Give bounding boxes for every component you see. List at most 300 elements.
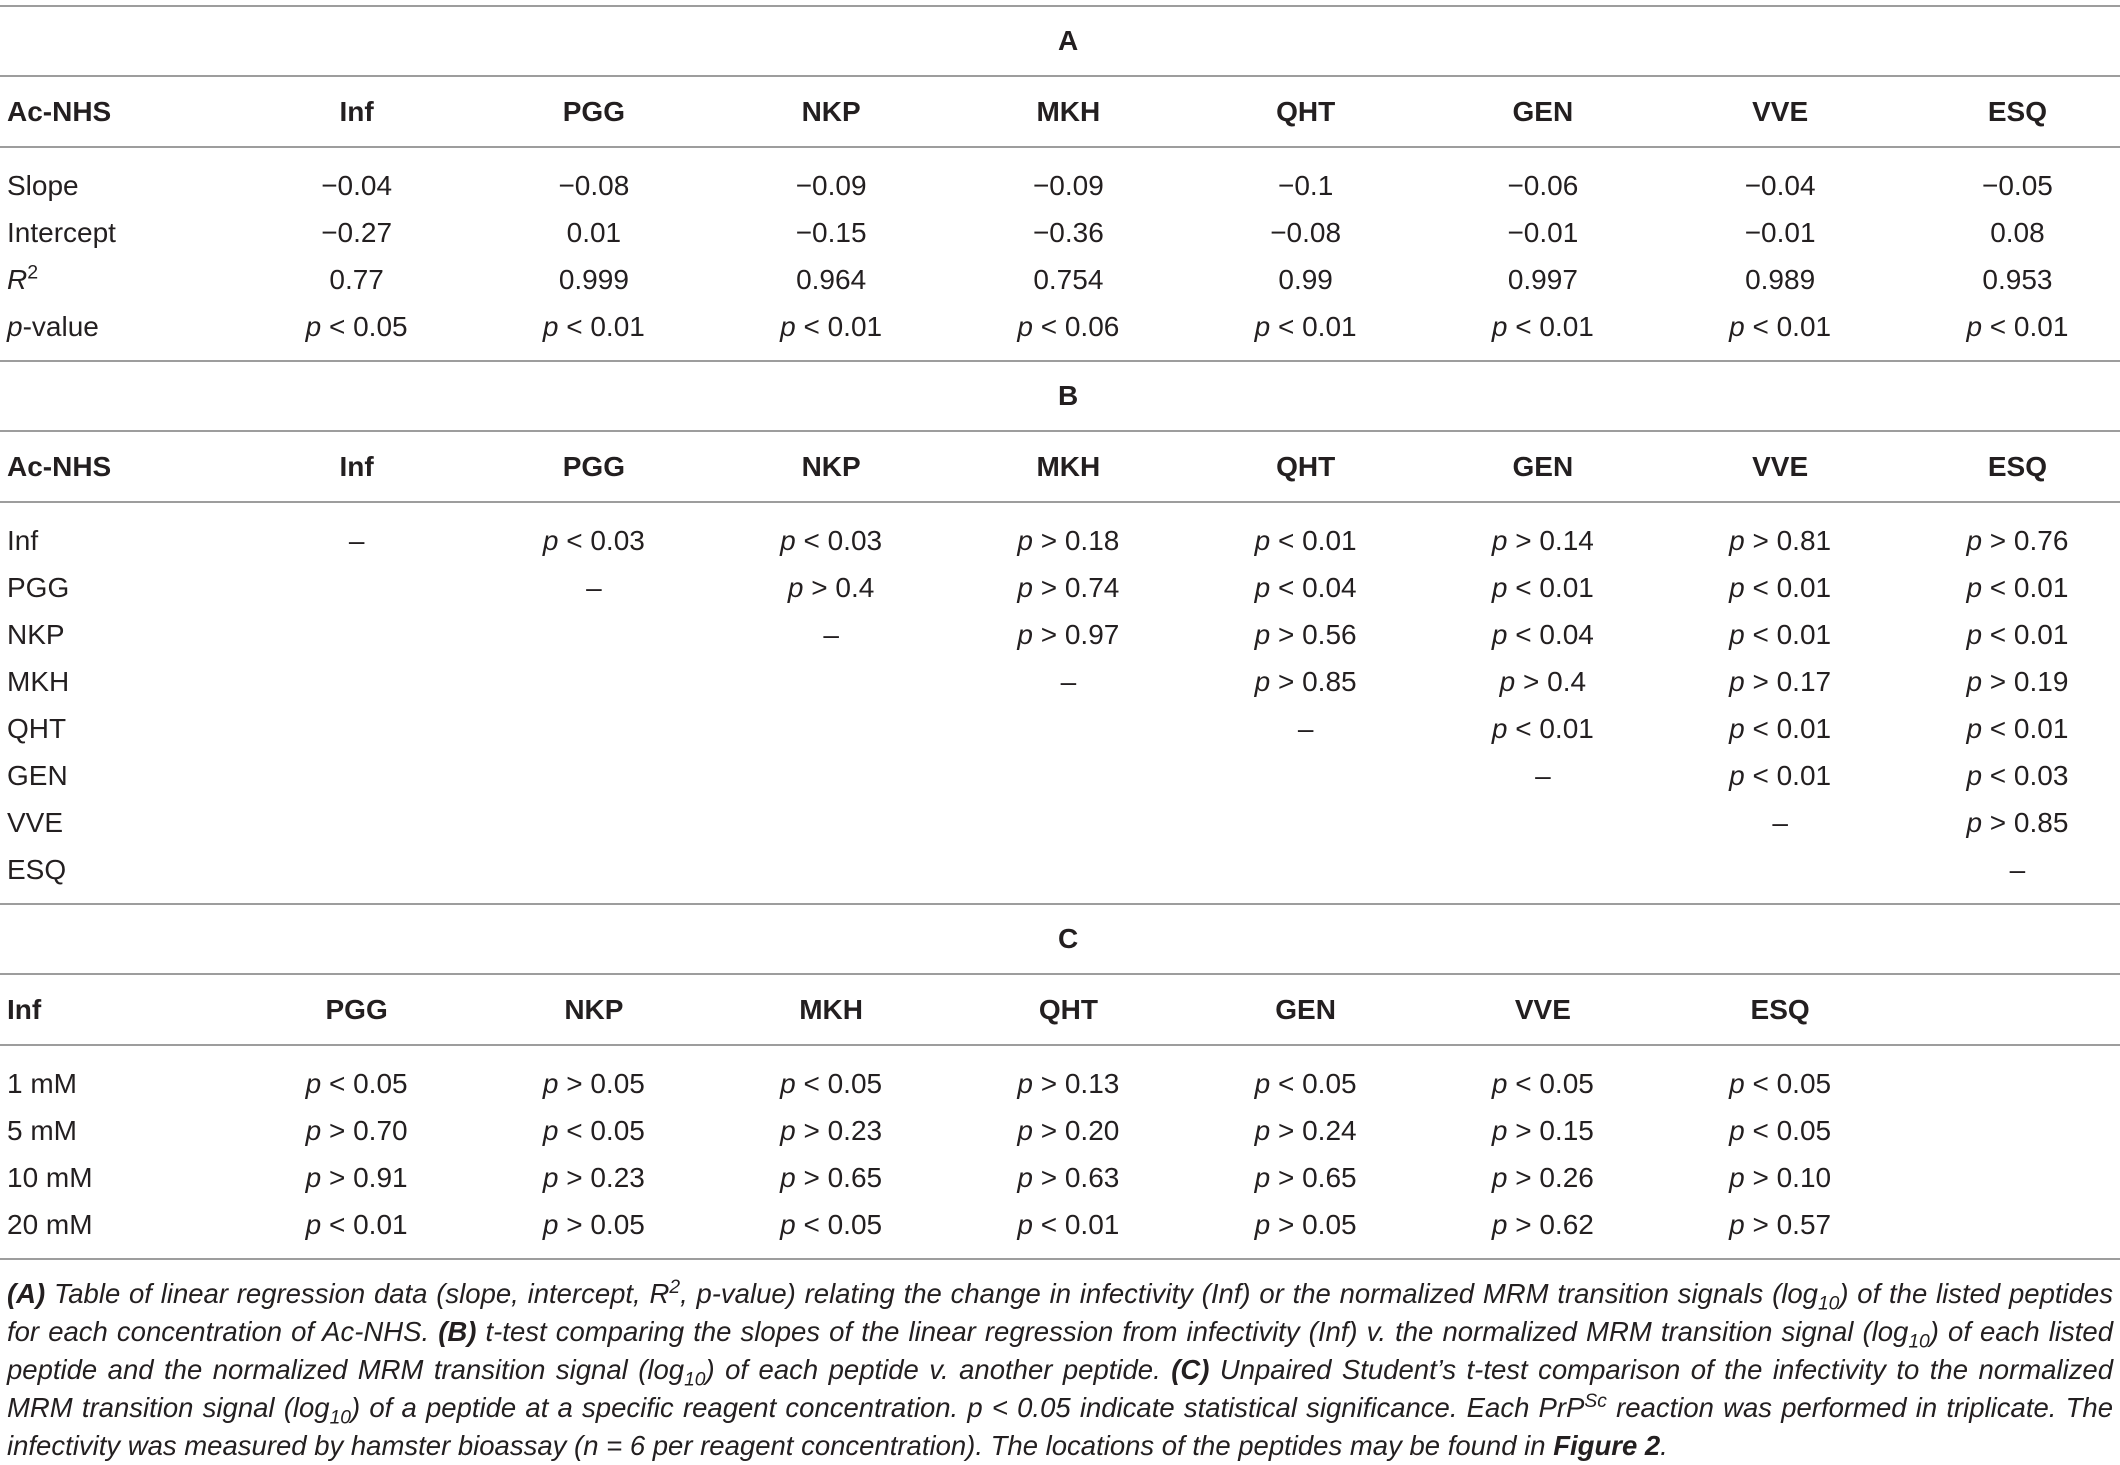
p-symbol: p — [780, 1114, 796, 1146]
p-comparison: < 0.05 — [558, 1114, 645, 1146]
p-symbol: p — [1729, 618, 1745, 650]
table-cell — [713, 1154, 950, 1201]
table-cell — [1424, 705, 1661, 752]
table-cell — [1187, 564, 1424, 611]
section-a-title-row — [0, 6, 2120, 76]
table-cell — [475, 1154, 712, 1201]
p-symbol: p — [1966, 806, 1983, 838]
p-comparison: < 0.05 — [1507, 1067, 1594, 1099]
row-label — [0, 303, 238, 361]
table-cell — [1899, 502, 2120, 564]
table-cell — [1899, 752, 2120, 799]
p-comparison: < 0.03 — [795, 524, 883, 556]
table-cell: −0.36 — [1032, 216, 1104, 248]
column-header: Ac-NHS — [0, 76, 238, 147]
table-cell — [1662, 1045, 1899, 1107]
row-label — [0, 256, 238, 303]
p-symbol: p — [1966, 759, 1983, 791]
p-symbol: p — [1491, 618, 1508, 650]
table-cell — [238, 1201, 475, 1259]
p-symbol: p — [542, 1114, 559, 1146]
table-cell — [238, 564, 475, 611]
table-cell — [1662, 611, 1899, 658]
column-header: QHT — [1187, 76, 1424, 147]
table-cell: −0.27 — [321, 216, 393, 248]
p-symbol: p — [305, 1114, 322, 1146]
table-cell — [1187, 502, 1424, 564]
table-row — [0, 1045, 2120, 1107]
p-comparison: < 0.01 — [558, 310, 645, 342]
table-cell — [1662, 303, 1899, 361]
table-cell — [238, 1154, 475, 1201]
p-symbol: p — [305, 1067, 322, 1099]
p-symbol: p — [1499, 665, 1516, 697]
p-symbol: p — [1017, 310, 1033, 342]
p-comparison: < 0.01 — [1982, 310, 2069, 342]
table-cell: – — [823, 618, 839, 650]
p-symbol: p — [1254, 1067, 1271, 1099]
table-cell — [950, 846, 1187, 904]
table-cell: – — [1899, 846, 2120, 904]
table-row — [0, 303, 2120, 361]
table-cell — [950, 611, 1187, 658]
table-cell: 0.99 — [1278, 263, 1333, 295]
column-header: GEN — [1424, 76, 1661, 147]
p-symbol: p — [1966, 524, 1983, 556]
column-header: MKH — [950, 76, 1187, 147]
table-cell — [1187, 846, 1424, 904]
p-symbol: p — [305, 310, 322, 342]
column-header: GEN — [1424, 431, 1661, 502]
table-cell — [713, 705, 950, 752]
caption-b-label: (B) — [438, 1316, 477, 1347]
table-cell — [475, 502, 712, 564]
p-symbol: p — [1966, 571, 1983, 603]
table-cell: −0.01 — [1744, 216, 1816, 248]
section-b-title-row — [0, 361, 2120, 431]
column-header: ESQ — [1899, 431, 2120, 502]
table-cell — [238, 611, 475, 658]
row-label: PGG — [7, 571, 70, 603]
p-comparison: < 0.01 — [1982, 712, 2069, 744]
row-label: Intercept — [7, 216, 116, 248]
row-label: ESQ — [0, 846, 238, 904]
p-symbol: p — [1966, 712, 1983, 744]
table-cell — [1662, 705, 1899, 752]
p-comparison: > 0.23 — [558, 1161, 645, 1193]
p-symbol: p — [1491, 1067, 1508, 1099]
column-header: ESQ — [1899, 76, 2120, 147]
caption-b-text-3: ) of each peptide v. another peptide. — [705, 1354, 1172, 1385]
table-cell — [1424, 564, 1661, 611]
table-cell — [950, 564, 1187, 611]
table-cell: −0.01 — [1507, 216, 1579, 248]
table-cell — [475, 752, 712, 799]
table-cell — [238, 303, 475, 361]
table-cell: 0.08 — [1990, 216, 2045, 248]
section-label: B — [0, 361, 2120, 431]
p-symbol: p — [1729, 1208, 1745, 1240]
table-cell — [475, 1045, 712, 1107]
p-symbol: p — [780, 1208, 796, 1240]
p-comparison: > 0.14 — [1507, 524, 1594, 556]
table-cell: 0.953 — [1982, 263, 2053, 295]
table-cell — [713, 799, 950, 846]
row-label: Inf — [7, 524, 39, 556]
table-row — [0, 256, 2120, 303]
table-cell — [1424, 846, 1661, 904]
p-symbol: p — [1017, 618, 1033, 650]
table-cell — [950, 1045, 1187, 1107]
p-comparison: > 0.91 — [321, 1161, 408, 1193]
table-cell — [1899, 1045, 2120, 1107]
table-cell — [475, 705, 712, 752]
p-comparison: < 0.01 — [1270, 524, 1357, 556]
caption-b-sub-1: 10 — [1908, 1331, 1930, 1353]
p-symbol: p — [542, 1067, 559, 1099]
table-row — [0, 658, 2120, 705]
p-comparison: < 0.01 — [1744, 310, 1832, 342]
table-cell — [950, 752, 1187, 799]
p-symbol: p — [1017, 524, 1033, 556]
p-symbol: p — [1254, 524, 1271, 556]
p-symbol: p — [1254, 665, 1271, 697]
row-label-sup: 2 — [27, 261, 39, 284]
table-cell — [1899, 1107, 2120, 1154]
caption-c-sub: 10 — [329, 1407, 351, 1429]
p-comparison: > 0.05 — [558, 1067, 645, 1099]
table-caption — [7, 1275, 2113, 1465]
table-cell — [1187, 303, 1424, 361]
p-comparison: > 0.10 — [1744, 1161, 1832, 1193]
p-comparison: > 0.20 — [1032, 1114, 1120, 1146]
p-comparison: < 0.01 — [1982, 571, 2069, 603]
table-cell — [1662, 752, 1899, 799]
p-comparison: < 0.05 — [795, 1067, 883, 1099]
table-cell — [1187, 752, 1424, 799]
p-symbol: p — [1729, 524, 1745, 556]
column-header — [1899, 974, 2120, 1045]
p-symbol: p — [542, 310, 559, 342]
p-symbol: p — [1491, 712, 1508, 744]
p-comparison: > 0.4 — [1515, 665, 1587, 697]
p-comparison: > 0.56 — [1270, 618, 1357, 650]
p-symbol: p — [1729, 1067, 1745, 1099]
table-cell — [1424, 502, 1661, 564]
caption-a-sub: 10 — [1817, 1293, 1840, 1315]
column-header: NKP — [475, 974, 712, 1045]
row-label-main: R — [7, 263, 28, 295]
p-symbol: p — [1729, 310, 1745, 342]
p-comparison: < 0.01 — [1032, 1208, 1120, 1240]
row-label: 20 mM — [0, 1201, 238, 1259]
p-symbol: p — [780, 1161, 796, 1193]
p-comparison: > 0.63 — [1032, 1161, 1120, 1193]
table-cell — [1899, 303, 2120, 361]
table-cell — [713, 846, 950, 904]
p-symbol: p — [1254, 571, 1271, 603]
table-cell — [713, 564, 950, 611]
table-cell: 0.997 — [1507, 263, 1578, 295]
table-row — [0, 799, 2120, 846]
p-symbol: p — [1491, 310, 1508, 342]
table-row — [0, 1201, 2120, 1259]
table-cell — [238, 752, 475, 799]
column-header: NKP — [713, 431, 950, 502]
table-cell: 0.01 — [566, 216, 622, 248]
table-cell — [950, 303, 1187, 361]
p-comparison: < 0.01 — [1507, 712, 1594, 744]
table-cell — [950, 1154, 1187, 1201]
table-cell — [475, 1201, 712, 1259]
column-header: Ac-NHS — [0, 431, 238, 502]
p-symbol: p — [1491, 1114, 1508, 1146]
p-comparison: > 0.24 — [1270, 1114, 1357, 1146]
column-header: QHT — [950, 974, 1187, 1045]
table-cell — [950, 1201, 1187, 1259]
row-label: Slope — [7, 169, 79, 201]
table-cell — [1424, 1201, 1661, 1259]
p-symbol: p — [1254, 618, 1271, 650]
table-cell: −0.05 — [1982, 169, 2053, 201]
caption-figure-ref: Figure 2 — [1553, 1430, 1661, 1461]
caption-a-text-1: Table of linear regression data (slope, intercept, R — [45, 1278, 670, 1309]
p-symbol: p — [1017, 1208, 1033, 1240]
p-symbol: p — [542, 1208, 559, 1240]
p-comparison: > 0.70 — [321, 1114, 408, 1146]
table-cell — [1424, 1045, 1661, 1107]
column-header: MKH — [950, 431, 1187, 502]
table-cell — [1899, 1201, 2120, 1259]
table-row — [0, 846, 2120, 904]
caption-a-sup: 2 — [669, 1276, 681, 1298]
p-symbol: p — [305, 1208, 322, 1240]
table-cell — [1187, 658, 1424, 705]
column-header: MKH — [713, 974, 950, 1045]
caption-b-text-2: ) of each listed peptide and the normalized MRM transition signal (log — [7, 1316, 2113, 1385]
table-row — [0, 705, 2120, 752]
table-cell: −0.08 — [1270, 216, 1342, 248]
column-header: VVE — [1662, 76, 1899, 147]
section-a-header-row — [0, 76, 2120, 147]
table-cell — [238, 658, 475, 705]
caption-c-label: (C) — [1171, 1354, 1210, 1385]
table-cell — [1662, 1201, 1899, 1259]
p-comparison: > 0.57 — [1744, 1208, 1832, 1240]
p-comparison: < 0.01 — [1744, 759, 1832, 791]
section-c-title-row — [0, 904, 2120, 974]
caption-c-text-2: ) of a peptide at a specific reagent concentration. p < 0.05 indicate statistical significance. Each PrP — [351, 1392, 1585, 1423]
p-comparison: < 0.05 — [1744, 1067, 1832, 1099]
p-symbol: p — [1017, 571, 1033, 603]
table-cell: – — [1772, 806, 1788, 838]
p-comparison: > 0.4 — [803, 571, 875, 603]
p-symbol: p — [305, 1161, 322, 1193]
table-cell: −0.15 — [795, 216, 867, 248]
table-cell — [1424, 611, 1661, 658]
caption-b-sub-2: 10 — [684, 1369, 706, 1391]
section-b-header-row — [0, 431, 2120, 502]
table-cell — [475, 303, 712, 361]
p-symbol: p — [1729, 571, 1745, 603]
caption-c-sup: Sc — [1584, 1390, 1607, 1412]
p-comparison: < 0.01 — [1507, 310, 1594, 342]
table-cell: – — [1060, 665, 1077, 697]
table-cell — [1424, 1154, 1661, 1201]
p-symbol: p — [1017, 1067, 1033, 1099]
column-header: PGG — [475, 76, 712, 147]
results-table — [0, 5, 2120, 1260]
p-comparison: < 0.03 — [1982, 759, 2069, 791]
table-cell — [1662, 658, 1899, 705]
p-symbol: p — [1491, 1161, 1508, 1193]
table-cell — [1899, 1154, 2120, 1201]
table-cell: – — [1535, 759, 1551, 791]
p-symbol: p — [1491, 1208, 1508, 1240]
p-comparison: > 0.62 — [1507, 1208, 1594, 1240]
p-symbol: p — [787, 571, 804, 603]
row-label: QHT — [7, 712, 67, 744]
table-cell — [1662, 1107, 1899, 1154]
table-cell: −0.09 — [1032, 169, 1104, 201]
table-row — [0, 502, 2120, 564]
p-comparison: > 0.76 — [1982, 524, 2069, 556]
p-comparison: < 0.01 — [1507, 571, 1594, 603]
table-cell — [1424, 1107, 1661, 1154]
table-cell — [713, 502, 950, 564]
table-cell — [713, 1201, 950, 1259]
p-comparison: < 0.05 — [1270, 1067, 1357, 1099]
caption-a-text-2: , p-value) relating the change in infectivity (Inf) or the normalized MRM transition signals (log — [680, 1278, 1818, 1309]
table-cell — [713, 752, 950, 799]
p-comparison: > 0.13 — [1032, 1067, 1120, 1099]
p-symbol: p — [1729, 712, 1745, 744]
row-label-rest: -value — [22, 310, 99, 342]
column-header: Inf — [238, 76, 475, 147]
p-comparison: < 0.05 — [795, 1208, 883, 1240]
row-label: NKP — [7, 618, 65, 650]
table-cell: 0.77 — [329, 263, 384, 295]
table-cell: −0.09 — [795, 169, 867, 201]
table-cell — [1899, 658, 2120, 705]
table-row — [0, 564, 2120, 611]
table-cell — [475, 799, 712, 846]
p-symbol: p — [1254, 1161, 1271, 1193]
table-row — [0, 147, 2120, 209]
table-cell — [713, 303, 950, 361]
p-comparison: > 0.17 — [1744, 665, 1832, 697]
table-cell: – — [348, 524, 365, 556]
column-header: Inf — [0, 974, 238, 1045]
p-symbol: p — [780, 524, 796, 556]
p-symbol: p — [1491, 571, 1508, 603]
table-cell — [238, 799, 475, 846]
p-comparison: < 0.06 — [1032, 310, 1120, 342]
p-comparison: > 0.85 — [1982, 806, 2069, 838]
table-row — [0, 1107, 2120, 1154]
p-comparison: > 0.97 — [1032, 618, 1120, 650]
p-comparison: < 0.05 — [321, 310, 408, 342]
column-header: PGG — [475, 431, 712, 502]
table-cell — [238, 1107, 475, 1154]
section-label: A — [0, 6, 2120, 76]
column-header: QHT — [1187, 431, 1424, 502]
p-comparison: < 0.01 — [795, 310, 883, 342]
table-row — [0, 1154, 2120, 1201]
p-symbol: p — [1966, 665, 1983, 697]
table-cell: −0.04 — [321, 169, 393, 201]
table-cell — [1662, 502, 1899, 564]
p-symbol: p — [1966, 618, 1983, 650]
table-row — [0, 209, 2120, 256]
table-cell — [475, 611, 712, 658]
column-header: Inf — [238, 431, 475, 502]
p-symbol: p — [1491, 524, 1508, 556]
p-comparison: > 0.18 — [1032, 524, 1120, 556]
table-cell: −0.04 — [1744, 169, 1816, 201]
p-symbol: p — [780, 310, 796, 342]
caption-a-text-3: ) of the listed peptides for each concentration of Ac-NHS. — [7, 1278, 2113, 1347]
table-cell: – — [1297, 712, 1314, 744]
p-comparison: < 0.05 — [1744, 1114, 1832, 1146]
column-header: NKP — [713, 76, 950, 147]
table-cell: −0.1 — [1277, 169, 1334, 201]
table-cell — [475, 846, 712, 904]
p-comparison: > 0.65 — [795, 1161, 883, 1193]
section-label: C — [0, 904, 2120, 974]
table-cell — [950, 502, 1187, 564]
p-symbol: p — [1966, 310, 1983, 342]
p-comparison: < 0.01 — [1744, 618, 1832, 650]
p-comparison: < 0.01 — [1744, 712, 1832, 744]
row-label: 1 mM — [7, 1067, 77, 1099]
caption-b-text-1: t-test comparing the slopes of the linear regression from infectivity (Inf) v. the normalized MRM transition signal (log — [476, 1316, 1909, 1347]
p-symbol: p — [1017, 1161, 1033, 1193]
p-comparison: > 0.74 — [1032, 571, 1120, 603]
p-comparison: < 0.01 — [321, 1208, 408, 1240]
p-comparison: > 0.15 — [1507, 1114, 1594, 1146]
row-label: VVE — [7, 806, 64, 838]
p-comparison: < 0.01 — [1270, 310, 1357, 342]
p-symbol: p — [1729, 759, 1745, 791]
p-comparison: < 0.01 — [1982, 618, 2069, 650]
table-cell — [238, 705, 475, 752]
table-cell — [1899, 611, 2120, 658]
table-cell: 0.989 — [1745, 263, 1816, 295]
table-cell: – — [586, 571, 602, 603]
table-cell — [475, 658, 712, 705]
p-comparison: < 0.04 — [1507, 618, 1594, 650]
table-cell — [713, 1045, 950, 1107]
table-cell — [713, 658, 950, 705]
table-cell — [1187, 611, 1424, 658]
p-symbol: p — [1254, 1114, 1271, 1146]
caption-a-label: (A) — [7, 1278, 46, 1309]
table-cell — [1899, 564, 2120, 611]
p-comparison: > 0.23 — [795, 1114, 883, 1146]
p-comparison: < 0.03 — [558, 524, 645, 556]
caption-end: . — [1660, 1430, 1668, 1461]
table-cell: 0.754 — [1033, 263, 1104, 295]
column-header: PGG — [238, 974, 475, 1045]
p-comparison: < 0.01 — [1744, 571, 1832, 603]
column-header: GEN — [1187, 974, 1424, 1045]
table-cell: 0.964 — [796, 263, 867, 295]
table-cell — [1424, 658, 1661, 705]
row-label-italic: p — [7, 310, 23, 342]
table-cell — [1899, 705, 2120, 752]
p-symbol: p — [780, 1067, 796, 1099]
